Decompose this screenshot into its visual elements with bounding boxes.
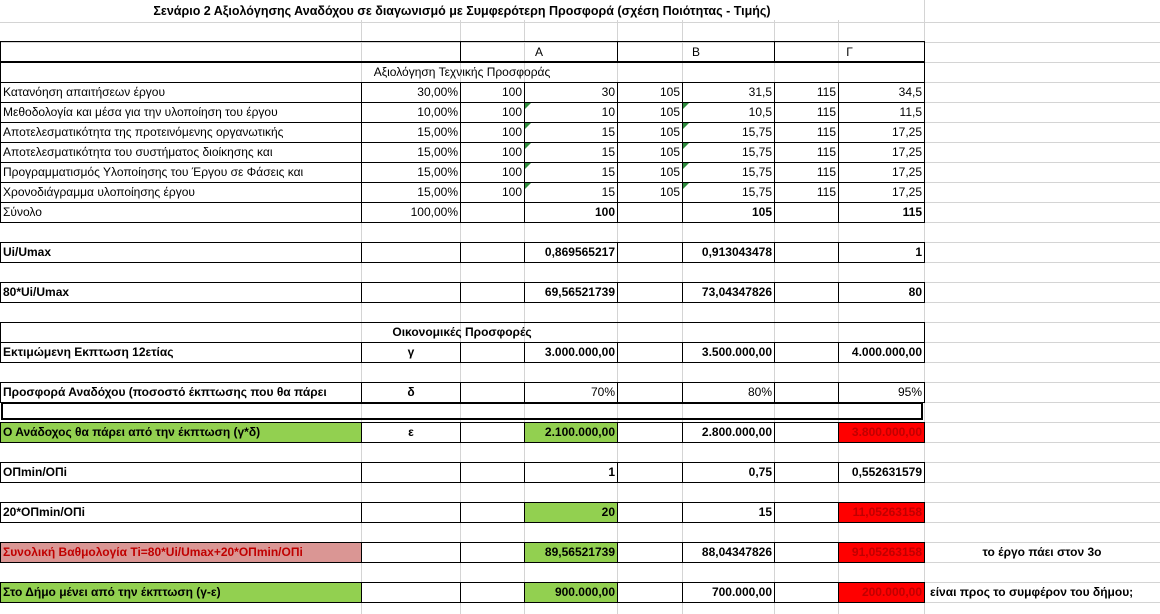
ui80-b[interactable]: 73,04347826 bbox=[701, 285, 772, 299]
financial-header[interactable]: Οικονομικές Προσφορές bbox=[392, 325, 532, 339]
discount-label[interactable]: Εκτιμώμενη Εκπτωση 12ετίας bbox=[3, 345, 174, 359]
criterion-a-score[interactable]: 100 bbox=[501, 165, 522, 179]
criterion-name[interactable]: Κατανόηση απαιτήσεων έργου bbox=[3, 85, 165, 99]
municipality-note[interactable]: είναι προς το συμφέρον του δήμου; bbox=[930, 585, 1134, 599]
criterion-weight[interactable]: 15,00% bbox=[417, 125, 458, 139]
criterion-a-value[interactable]: 15 bbox=[601, 165, 615, 179]
op20-label[interactable]: 20*ΟΠmin/ΟΠi bbox=[3, 505, 86, 519]
criterion-b-score[interactable]: 105 bbox=[659, 105, 680, 119]
contractor-symbol[interactable]: ε bbox=[408, 425, 414, 439]
ui-umax-label[interactable]: Ui/Umax bbox=[3, 245, 52, 259]
criterion-a-value[interactable]: 15 bbox=[601, 185, 615, 199]
criterion-g-value[interactable]: 17,25 bbox=[891, 185, 922, 199]
cell-warning-indicator bbox=[525, 123, 531, 129]
criterion-b-score[interactable]: 105 bbox=[659, 185, 680, 199]
discount-g[interactable]: 4.000.000,00 bbox=[851, 345, 922, 359]
ui-umax-g[interactable]: 1 bbox=[915, 245, 922, 259]
discount-a[interactable]: 3.000.000,00 bbox=[544, 345, 615, 359]
op-ratio-b[interactable]: 0,75 bbox=[748, 465, 772, 479]
criterion-a-value[interactable]: 15 bbox=[601, 125, 615, 139]
cell-warning-indicator bbox=[525, 143, 531, 149]
criterion-name[interactable]: Προγραμματισμός Υλοποίησης του Έργου σε Φάσεις και bbox=[3, 165, 304, 179]
criterion-b-score[interactable]: 105 bbox=[659, 125, 680, 139]
criterion-a-value[interactable]: 10 bbox=[601, 105, 615, 119]
criterion-g-value[interactable]: 17,25 bbox=[891, 125, 922, 139]
offer-a[interactable]: 70% bbox=[590, 385, 615, 399]
total-label[interactable]: Σύνολο bbox=[3, 205, 42, 219]
municipality-b[interactable]: 700.000,00 bbox=[711, 585, 772, 599]
criterion-b-value[interactable]: 15,75 bbox=[741, 165, 772, 179]
op-ratio-label[interactable]: ΟΠmin/ΟΠi bbox=[3, 465, 68, 479]
criterion-name[interactable]: Αποτελεσματικότητα του συστήματος διοίκησης και bbox=[3, 145, 273, 159]
column-header-a[interactable]: Α bbox=[534, 45, 543, 59]
total-g[interactable]: 115 bbox=[902, 205, 922, 219]
cell-warning-indicator bbox=[683, 123, 689, 129]
total-score-b[interactable]: 88,04347826 bbox=[701, 545, 772, 559]
offer-label[interactable]: Προσφορά Αναδόχου (ποσοστό έκπτωσης που θα πάρει bbox=[3, 385, 327, 399]
criterion-b-score[interactable]: 105 bbox=[659, 165, 680, 179]
municipality-g[interactable]: 200.000,00 bbox=[861, 585, 922, 599]
op20-b[interactable]: 15 bbox=[758, 505, 772, 519]
criterion-a-score[interactable]: 100 bbox=[501, 125, 522, 139]
offer-symbol[interactable]: δ bbox=[407, 385, 415, 399]
technical-header[interactable]: Αξιολόγηση Τεχνικής Προσφοράς bbox=[373, 65, 551, 79]
discount-symbol[interactable]: γ bbox=[407, 345, 415, 359]
ui-umax-a[interactable]: 0,869565217 bbox=[544, 245, 615, 259]
sheet-title[interactable]: Σενάριο 2 Αξιολόγησης Αναδόχου σε διαγωνισμό με Συμφερότερη Προσφορά (σχέση Ποιότητας - Τιμής) bbox=[153, 3, 771, 18]
criterion-a-score[interactable]: 100 bbox=[501, 105, 522, 119]
criterion-a-score[interactable]: 100 bbox=[501, 185, 522, 199]
criterion-g-score[interactable]: 115 bbox=[816, 105, 836, 119]
discount-b[interactable]: 3.500.000,00 bbox=[701, 345, 772, 359]
criterion-g-value[interactable]: 34,5 bbox=[898, 85, 922, 99]
criterion-b-value[interactable]: 31,5 bbox=[748, 85, 772, 99]
cell-warning-indicator bbox=[525, 183, 531, 189]
column-header-g[interactable]: Γ bbox=[846, 45, 853, 59]
criterion-a-score[interactable]: 100 bbox=[501, 85, 522, 99]
ui-umax-b[interactable]: 0,913043478 bbox=[701, 245, 772, 259]
criterion-g-value[interactable]: 17,25 bbox=[891, 145, 922, 159]
cell-warning-indicator bbox=[525, 103, 531, 109]
criterion-weight[interactable]: 10,00% bbox=[417, 105, 458, 119]
op-ratio-a[interactable]: 1 bbox=[608, 465, 615, 479]
offer-g[interactable]: 95% bbox=[897, 385, 922, 399]
criterion-b-score[interactable]: 105 bbox=[659, 85, 680, 99]
total-score-note[interactable]: το έργο πάει στον 3ο bbox=[982, 545, 1102, 559]
total-score-label[interactable]: Συνολική Βαθμολογία Ti=80*Ui/Umax+20*ΟΠmin/ΟΠi bbox=[3, 545, 303, 559]
contractor-b[interactable]: 2.800.000,00 bbox=[701, 425, 772, 439]
selected-row[interactable] bbox=[1, 402, 923, 420]
criterion-b-value[interactable]: 15,75 bbox=[741, 185, 772, 199]
criterion-name[interactable]: Χρονοδιάγραμμα υλοποίησης έργου bbox=[3, 185, 195, 199]
cell-warning-indicator bbox=[683, 103, 689, 109]
criterion-name[interactable]: Αποτελεσματικότητα της προτεινόμενης οργανωτικής bbox=[3, 125, 284, 139]
municipality-a[interactable]: 900.000,00 bbox=[554, 585, 615, 599]
contractor-g[interactable]: 3.800.000,00 bbox=[851, 425, 922, 439]
cell-warning-indicator bbox=[683, 183, 689, 189]
op20-g[interactable]: 11,05263158 bbox=[852, 505, 922, 519]
municipality-label[interactable]: Στο Δήμο μένει από την έκπτωση (γ-ε) bbox=[3, 585, 221, 599]
criterion-a-value[interactable]: 15 bbox=[601, 145, 615, 159]
criterion-g-score[interactable]: 115 bbox=[816, 165, 836, 179]
criterion-b-value[interactable]: 10,5 bbox=[748, 105, 772, 119]
criterion-g-score[interactable]: 115 bbox=[816, 185, 836, 199]
criterion-weight[interactable]: 15,00% bbox=[417, 185, 458, 199]
total-a[interactable]: 100 bbox=[594, 205, 615, 219]
op20-a[interactable]: 20 bbox=[601, 505, 615, 519]
column-header-b[interactable]: Β bbox=[691, 45, 700, 59]
op-ratio-g[interactable]: 0,552631579 bbox=[851, 465, 922, 479]
total-score-a[interactable]: 89,56521739 bbox=[544, 545, 615, 559]
criterion-name[interactable]: Μεθοδολογία και μέσα για την υλοποίηση του έργου bbox=[3, 105, 278, 119]
ui80-g[interactable]: 80 bbox=[908, 285, 922, 299]
total-b[interactable]: 105 bbox=[751, 205, 772, 219]
cell-warning-indicator bbox=[683, 163, 689, 169]
criterion-g-value[interactable]: 11,5 bbox=[899, 105, 922, 119]
criterion-g-score[interactable]: 115 bbox=[816, 145, 836, 159]
total-score-g[interactable]: 91,05263158 bbox=[851, 545, 922, 559]
total-weight[interactable]: 100,00% bbox=[410, 205, 458, 219]
criterion-g-value[interactable]: 17,25 bbox=[891, 165, 922, 179]
criterion-weight[interactable]: 15,00% bbox=[417, 165, 458, 179]
ui80-label[interactable]: 80*Ui/Umax bbox=[3, 285, 70, 299]
criterion-b-score[interactable]: 105 bbox=[659, 145, 680, 159]
criterion-g-score[interactable]: 115 bbox=[816, 85, 836, 99]
cell-warning-indicator bbox=[525, 163, 531, 169]
criterion-weight[interactable]: 15,00% bbox=[417, 145, 458, 159]
offer-b[interactable]: 80% bbox=[747, 385, 772, 399]
criterion-a-score[interactable]: 100 bbox=[501, 145, 522, 159]
criterion-b-value[interactable]: 15,75 bbox=[741, 125, 772, 139]
contractor-a[interactable]: 2.100.000,00 bbox=[544, 425, 615, 439]
cell-warning-indicator bbox=[683, 143, 689, 149]
contractor-label[interactable]: Ο Ανάδοχος θα πάρει από την έκπτωση (γ*δ) bbox=[3, 425, 261, 439]
criterion-b-value[interactable]: 15,75 bbox=[741, 145, 772, 159]
criterion-a-value[interactable]: 30 bbox=[601, 85, 615, 99]
criterion-weight[interactable]: 30,00% bbox=[417, 85, 458, 99]
ui80-a[interactable]: 69,56521739 bbox=[544, 285, 615, 299]
criterion-g-score[interactable]: 115 bbox=[816, 125, 836, 139]
